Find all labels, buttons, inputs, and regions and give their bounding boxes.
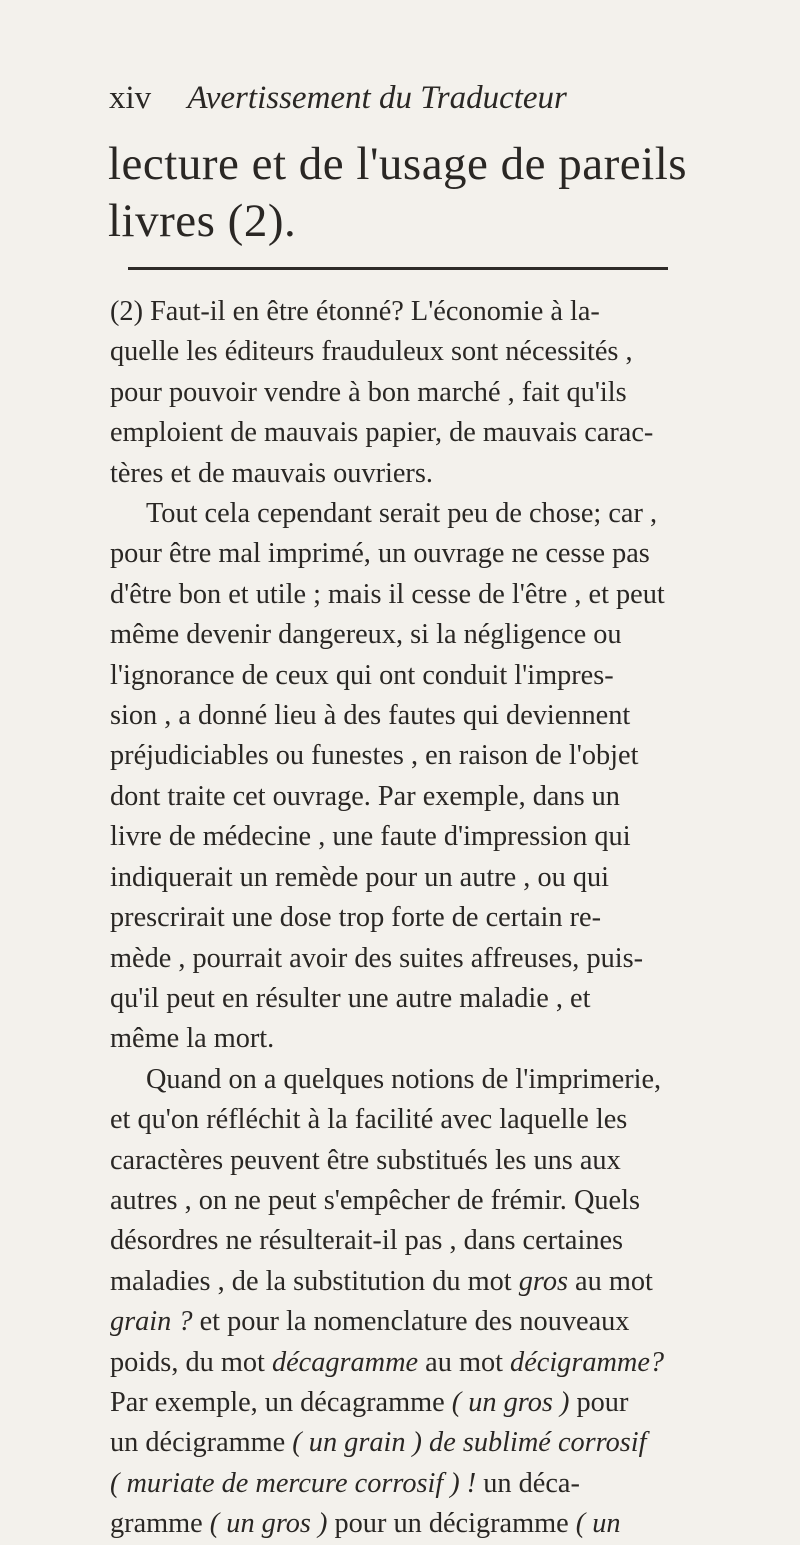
footnote-line bbox=[110, 1181, 760, 1221]
footnote-line bbox=[110, 1343, 760, 1383]
text-run: autres , on ne peut s'empêcher de frémir. Quels bbox=[110, 1184, 640, 1216]
italic-run: décagramme bbox=[271, 1346, 419, 1378]
italic-run: gros bbox=[518, 1265, 568, 1297]
text-run: quelle les éditeurs frauduleux sont nécessités , bbox=[110, 336, 633, 368]
italic-run: ( un gros ) bbox=[209, 1508, 328, 1540]
text-run: au mot bbox=[567, 1265, 653, 1297]
footnote-line bbox=[110, 979, 760, 1019]
text-run: l'ignorance de ceux qui ont conduit l'impres- bbox=[110, 659, 614, 691]
italic-run: ( un gros ) bbox=[451, 1386, 570, 1418]
text-run: même la mort. bbox=[110, 1023, 275, 1055]
running-head bbox=[109, 78, 749, 118]
footnote-line bbox=[110, 1423, 760, 1463]
text-run: indiquerait un remède pour un autre , ou qui bbox=[110, 861, 609, 893]
italic-run: grain ? bbox=[110, 1306, 193, 1338]
page-number: xiv bbox=[109, 80, 152, 116]
text-run: préjudiciables ou funestes , en raison de l'objet bbox=[110, 740, 639, 772]
text-run: pour un décigramme bbox=[327, 1508, 576, 1540]
text-run: (2) Faut-il en être étonné? L'économie à la- bbox=[110, 296, 600, 327]
text-run: emploient de mauvais papier, de mauvais carac- bbox=[110, 417, 654, 449]
footnote-line bbox=[110, 1019, 760, 1059]
footnote-line bbox=[110, 332, 760, 372]
footnote-line bbox=[110, 494, 760, 534]
footnote-line bbox=[110, 817, 760, 857]
text-run: un décigramme bbox=[110, 1427, 293, 1459]
footnote-line bbox=[110, 1221, 760, 1261]
text-run: et qu'on réfléchit à la facilité avec laquelle les bbox=[110, 1104, 628, 1136]
text-run: dont traite cet ouvrage. Par exemple, dans un bbox=[110, 780, 620, 812]
text-run: tères et de mauvais ouvriers. bbox=[110, 457, 433, 489]
footnote-line bbox=[110, 1100, 760, 1140]
footnote-line bbox=[110, 534, 760, 574]
main-text-line: livres (2). bbox=[108, 195, 297, 247]
main-text-line: lecture et de l'usage de pareils bbox=[108, 138, 688, 190]
text-run: Tout cela cependant serait peu de chose; car , bbox=[146, 498, 658, 530]
footnote bbox=[110, 292, 760, 1545]
footnote-line bbox=[110, 1464, 760, 1504]
text-run: Quand on a quelques notions de l'imprimerie, bbox=[146, 1063, 662, 1095]
footnote-line bbox=[110, 736, 760, 776]
text-run: qu'il peut en résulter une autre maladie , et bbox=[110, 982, 591, 1014]
footnote-line bbox=[110, 1060, 760, 1100]
text-run: maladies , de la substitution du mot bbox=[110, 1265, 519, 1297]
text-run: pour être mal imprimé, un ouvrage ne cesse pas bbox=[110, 538, 650, 570]
running-title: Avertissement du Traducteur bbox=[187, 80, 567, 116]
footnote-line bbox=[110, 413, 760, 453]
footnote-line bbox=[110, 1141, 760, 1181]
text-run: au mot bbox=[418, 1346, 511, 1378]
text-run: prescrirait une dose trop forte de certain re- bbox=[110, 902, 602, 934]
text-run: pour pouvoir vendre à bon marché , fait qu'ils bbox=[110, 376, 627, 408]
text-run: poids, du mot bbox=[110, 1346, 272, 1378]
text-run: d'être bon et utile ; mais il cesse de l'être , et peut bbox=[110, 578, 665, 610]
text-run: caractères peuvent être substitués les uns aux bbox=[110, 1144, 621, 1176]
footnote-line bbox=[110, 656, 760, 696]
footnote-line bbox=[110, 1383, 760, 1423]
text-run: un déca- bbox=[476, 1467, 580, 1499]
footnote-line bbox=[110, 939, 760, 979]
text-run: mède , pourrait avoir des suites affreuses, puis- bbox=[110, 942, 644, 974]
italic-run: ( un grain ) de sublimé corrosif bbox=[292, 1427, 647, 1459]
footnote-line bbox=[110, 1504, 760, 1544]
footnote-line bbox=[110, 1302, 760, 1342]
footnote-line bbox=[110, 454, 760, 494]
footnote-line bbox=[110, 615, 760, 655]
footnote-line bbox=[110, 575, 760, 615]
text-run: et pour la nomenclature des nouveaux bbox=[192, 1306, 630, 1338]
footnote-line bbox=[110, 373, 760, 413]
text-run: Par exemple, un décagramme bbox=[110, 1386, 452, 1418]
footnote-line bbox=[110, 292, 760, 332]
text-run: désordres ne résulterait-il pas , dans certaines bbox=[110, 1225, 624, 1257]
text-run: pour bbox=[569, 1386, 629, 1418]
footnote-line bbox=[110, 898, 760, 938]
italic-run: ( muriate de mercure corrosif ) ! bbox=[110, 1467, 477, 1499]
italic-run: décigramme? bbox=[510, 1346, 665, 1378]
text-run: gramme bbox=[110, 1508, 210, 1540]
italic-run: ( un bbox=[575, 1508, 621, 1540]
footnote-line bbox=[110, 858, 760, 898]
text-run: livre de médecine , une faute d'impression qui bbox=[110, 821, 631, 853]
footnote-line bbox=[110, 777, 760, 817]
main-text bbox=[108, 136, 748, 250]
footnote-line bbox=[110, 696, 760, 736]
text-run: sion , a donné lieu à des fautes qui deviennent bbox=[110, 700, 631, 732]
footnote-rule bbox=[128, 267, 668, 270]
footnote-line bbox=[110, 1262, 760, 1302]
text-run: même devenir dangereux, si la négligence ou bbox=[110, 619, 622, 651]
